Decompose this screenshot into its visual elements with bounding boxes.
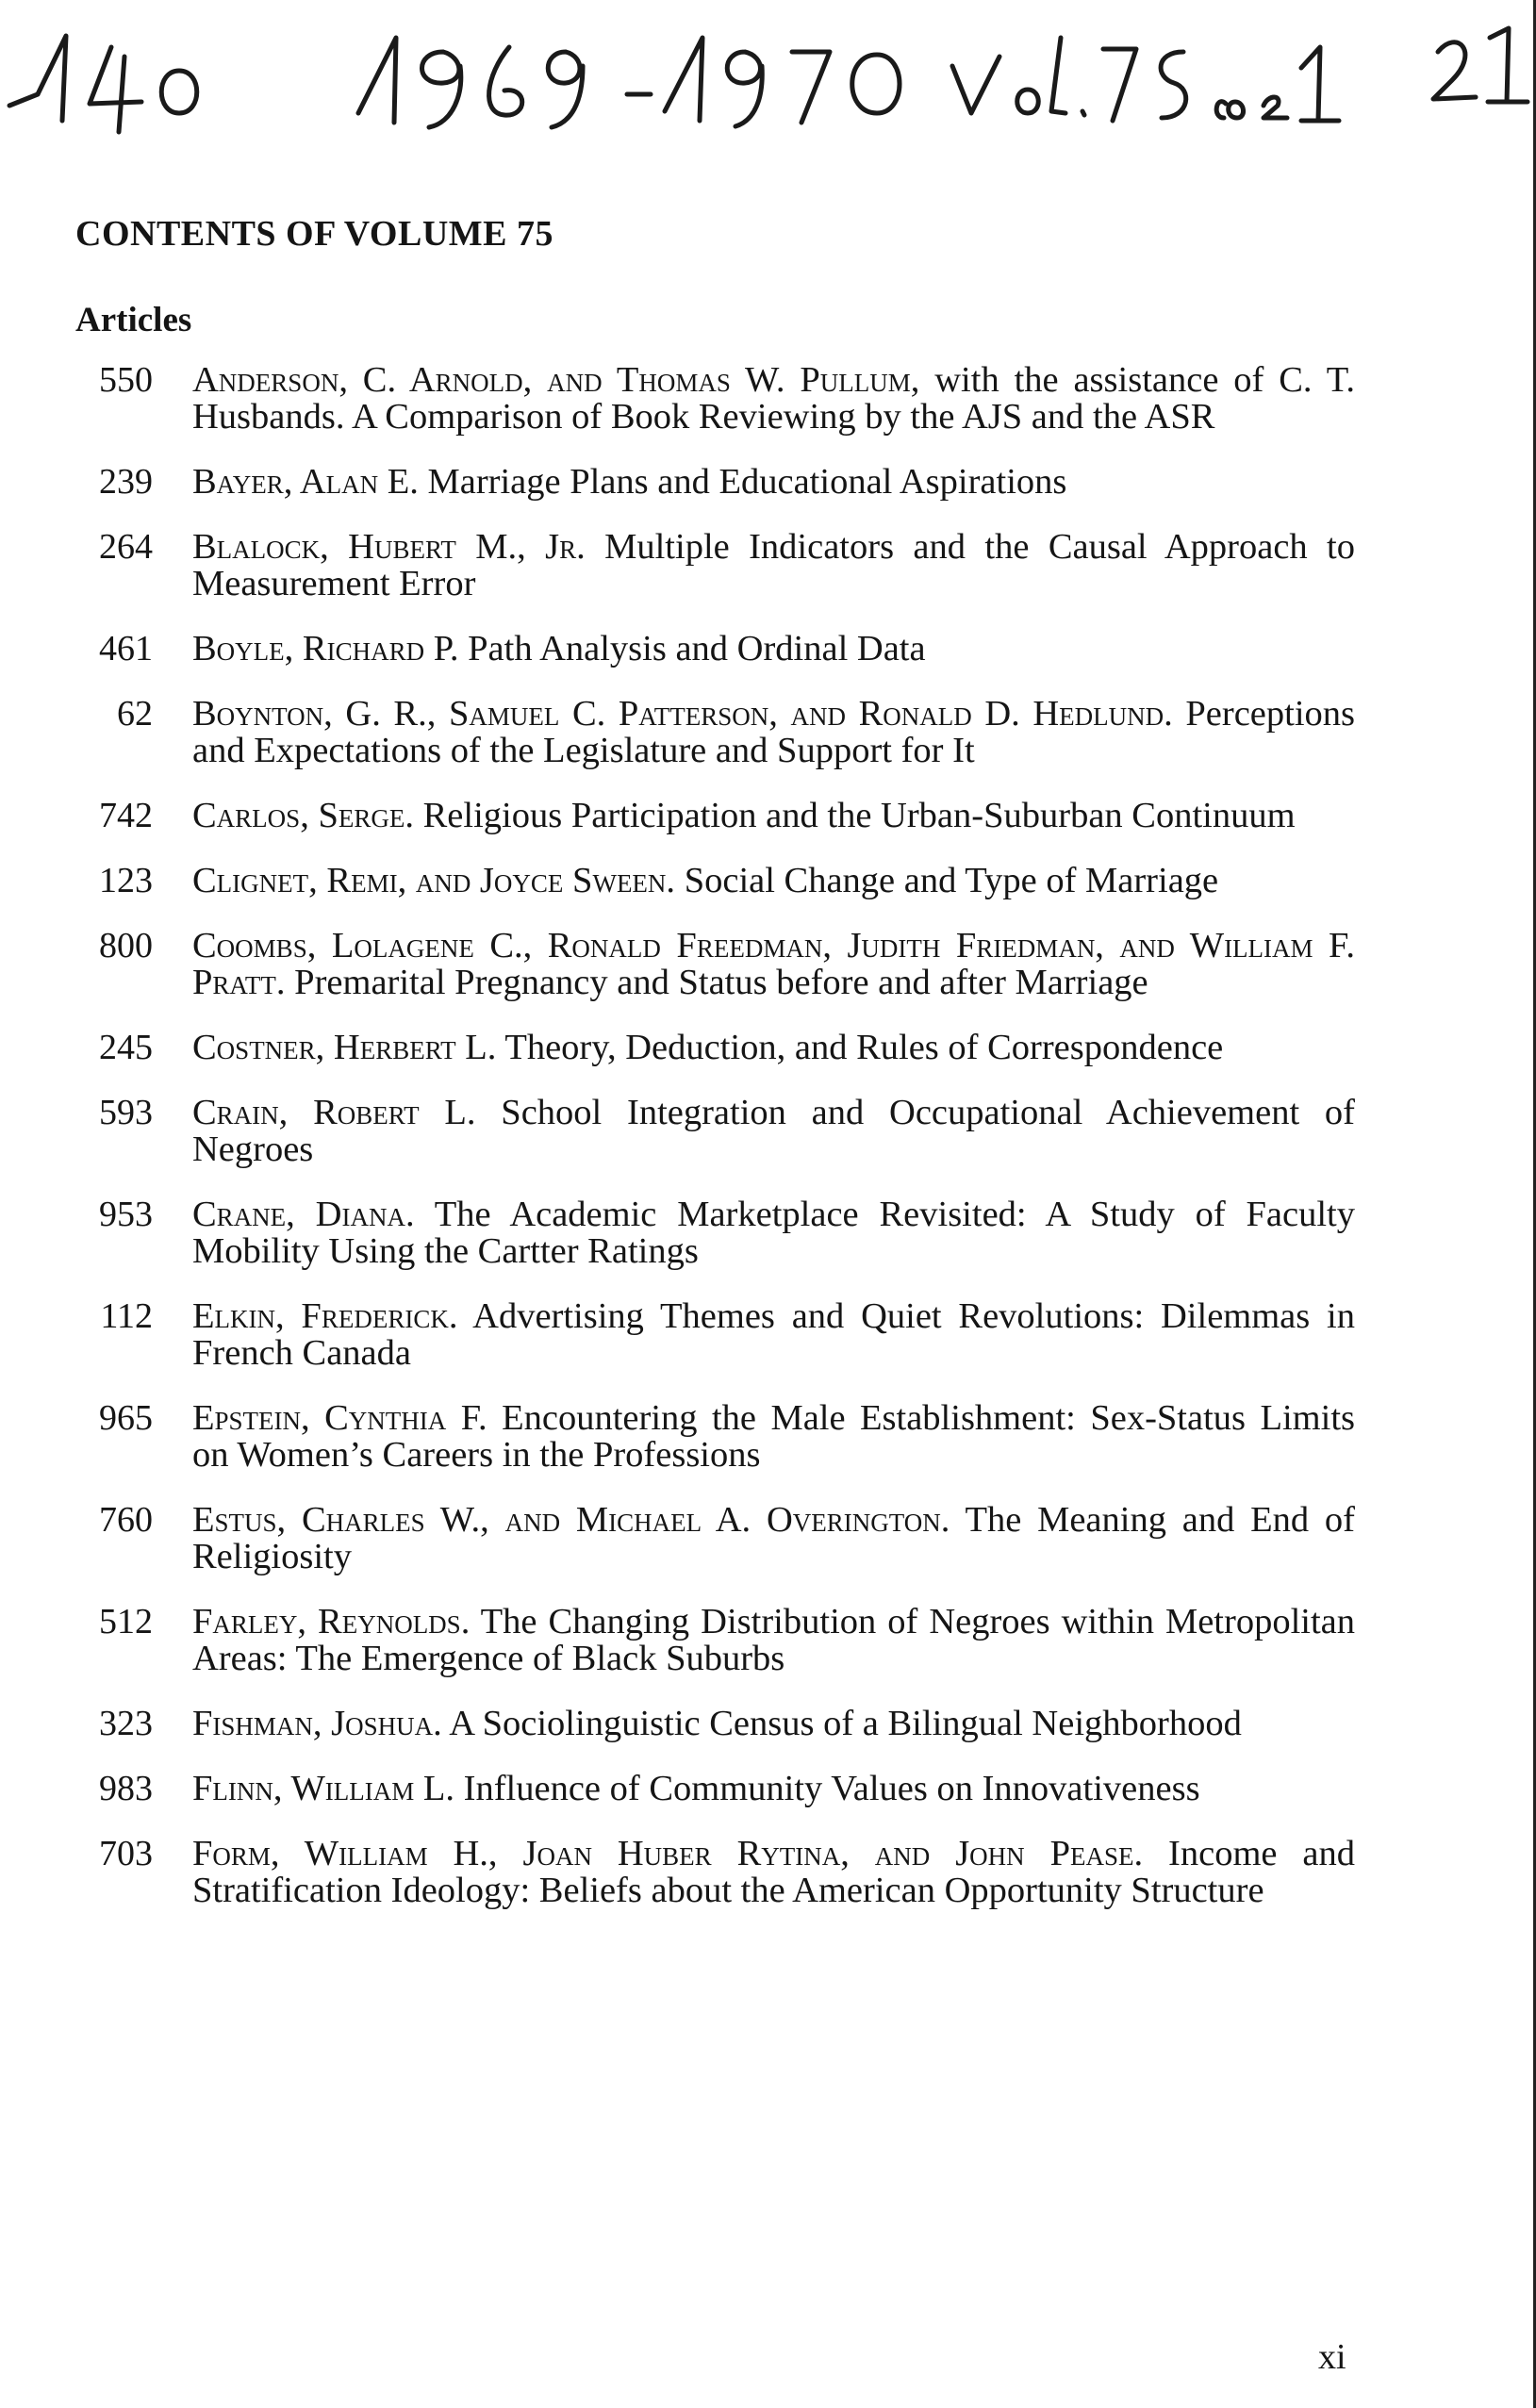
article-authors: Farley, Reynolds. [192,1602,471,1641]
article-authors: Boyle, Richard P. [192,629,459,668]
article-title: A Sociolinguistic Census of a Bilingual Neighborhood [441,1704,1242,1743]
list-item [57,1604,1377,1677]
article-authors: Blalock, Hubert M., Jr. [192,527,586,567]
page-number: 245 [99,1028,153,1067]
list-item [57,1095,1377,1168]
list-item [57,1771,1377,1807]
article-authors: Boynton, G. R., Samuel C. Patterson, and Ronald D. Hedlund. [192,694,1173,734]
article-entry [192,529,1355,602]
article-entry [192,696,1355,769]
page-number: 703 [99,1834,153,1873]
article-title: Multiple Indicators and the Causal Approach to Measurement Error [192,527,1355,603]
article-title: The Academic Marketplace Revisited: A Study of Faculty Mobility Using the Cartter Ratings [192,1195,1356,1271]
page-number: 123 [99,861,153,900]
article-authors: Carlos, Serge. [192,796,414,835]
page-number: 239 [99,462,153,502]
page-number: 550 [99,360,153,400]
article-authors: Fishman, Joshua. [192,1704,442,1743]
article-entry [192,1095,1355,1168]
page-number: 112 [100,1296,153,1336]
article-authors: Anderson, C. Arnold, and Thomas W. Pullum, [192,360,920,400]
article-authors: Coombs, Lolagene C., Ronald Freedman, Judith Friedman, and William F. Pratt. [192,926,1355,1002]
list-item [57,1400,1377,1474]
article-authors: Crane, Diana. [192,1195,415,1234]
page-title: CONTENTS OF VOLUME 75 [75,214,553,254]
article-entry [192,1400,1355,1474]
page-number: 965 [99,1398,153,1438]
article-entry [192,362,1355,436]
article-list [57,362,1377,1938]
article-title: Perceptions and Expectations of the Legislature and Support for It [192,694,1356,770]
article-entry [192,631,1355,668]
article-authors: Crain, Robert L. [192,1093,476,1132]
article-title: Social Change and Type of Marriage [675,861,1219,900]
page-number: 800 [99,926,153,965]
article-authors: Epstein, Cynthia F. [192,1398,487,1438]
article-entry [192,928,1355,1001]
article-entry [192,1196,1355,1270]
article-authors: Form, William H., Joan Huber Rytina, and John Pease. [192,1834,1144,1873]
page-number-footer: xi [1318,2337,1346,2377]
page-number: 62 [117,694,153,734]
article-title: School Integration and Occupational Achievement of Negroes [192,1093,1355,1169]
article-authors: Elkin, Frederick. [192,1296,458,1336]
section-heading: Articles [75,301,192,339]
article-entry [192,863,1355,899]
list-item [57,1298,1377,1372]
article-title: Income and Stratification Ideology: Beliefs about the American Opportunity Structure [192,1834,1355,1910]
handwritten-annotation [0,0,1536,160]
article-entry [192,1706,1355,1742]
article-title: Influence of Community Values on Innovativeness [454,1769,1200,1808]
list-item [57,798,1377,834]
list-item [57,863,1377,899]
article-authors: Flinn, William L. [192,1769,455,1808]
article-title: Path Analysis and Ordinal Data [458,629,926,668]
list-item [57,1196,1377,1270]
page-number: 742 [99,796,153,835]
article-title: Advertising Themes and Quiet Revolutions: Dilemmas in French Canada [192,1296,1355,1373]
article-title: The Changing Distribution of Negroes within Metropolitan Areas: The Emergence of Black Suburbs [192,1602,1355,1678]
page-number: 512 [99,1602,153,1641]
article-authors: Clignet, Remi, and Joyce Sween. [192,861,676,900]
list-item [57,529,1377,602]
list-item [57,1030,1377,1066]
article-title: with the assistance of C. T. Husbands. A Comparison of Book Reviewing by the AJS and the ASR [192,360,1355,437]
article-title: Premarital Pregnancy and Status before and after Marriage [285,963,1148,1002]
article-entry [192,798,1355,834]
list-item [57,1502,1377,1575]
page-number: 461 [99,629,153,668]
article-title: Encountering the Male Establishment: Sex-Status Limits on Women’s Careers in the Professions [192,1398,1355,1475]
article-entry [192,1836,1355,1909]
article-title: Theory, Deduction, and Rules of Correspondence [496,1028,1224,1067]
article-title: Marriage Plans and Educational Aspirations [418,462,1067,502]
article-entry [192,1604,1355,1677]
article-title: Religious Participation and the Urban-Suburban Continuum [413,796,1296,835]
article-entry [192,464,1355,501]
list-item [57,696,1377,769]
article-title: The Meaning and End of Religiosity [192,1500,1355,1576]
page-number: 264 [99,527,153,567]
list-item [57,362,1377,436]
article-entry [192,1502,1355,1575]
article-entry [192,1298,1355,1372]
list-item [57,631,1377,668]
page-number: 983 [99,1769,153,1808]
list-item [57,928,1377,1001]
article-entry [192,1030,1355,1066]
article-authors: Bayer, Alan E. [192,462,419,502]
page-number: 593 [99,1093,153,1132]
page-number: 323 [99,1704,153,1743]
article-authors: Costner, Herbert L. [192,1028,497,1067]
article-authors: Estus, Charles W., and Michael A. Overington. [192,1500,950,1540]
list-item [57,1836,1377,1909]
list-item [57,464,1377,501]
article-entry [192,1771,1355,1807]
page-number: 953 [99,1195,153,1234]
list-item [57,1706,1377,1742]
page-number: 760 [99,1500,153,1540]
